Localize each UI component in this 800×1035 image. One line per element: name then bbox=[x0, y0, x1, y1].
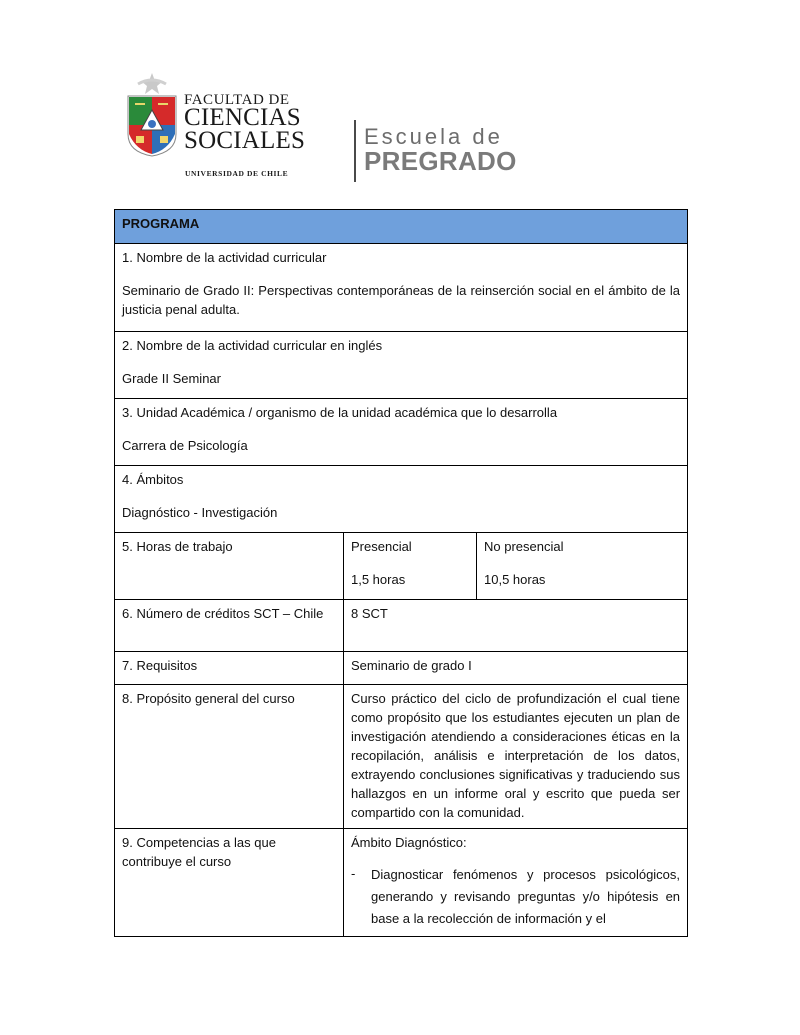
table-row bbox=[115, 829, 688, 937]
list-item bbox=[351, 864, 680, 930]
school-line-2: PREGRADO bbox=[364, 146, 517, 176]
faculty-wordmark bbox=[184, 92, 517, 178]
row-1-cell bbox=[115, 244, 688, 332]
row-6-label: 6. Número de créditos SCT – Chile bbox=[115, 600, 344, 652]
row-1-label: 1. Nombre de la actividad curricular bbox=[122, 250, 327, 265]
ambito-diagnostico-heading: Ámbito Diagnóstico: bbox=[351, 835, 467, 850]
university-shield-icon bbox=[126, 72, 178, 162]
presencial-cell bbox=[344, 533, 477, 600]
row-4-cell bbox=[115, 466, 688, 533]
university-name: UNIVERSIDAD DE CHILE bbox=[185, 169, 289, 178]
row-3-label: 3. Unidad Académica / organismo de la unidad académica que lo desarrolla bbox=[122, 405, 558, 420]
row-5-label: 5. Horas de trabajo bbox=[115, 533, 344, 600]
bullet-marker: - bbox=[351, 866, 356, 881]
row-8-value: Curso práctico del ciclo de profundización el cual tiene como propósito que los estudiantes ejecuten un plan de investigación atendiendo a consideraciones éticas en la recopilación, análisis e interpretación de los datos, extrayendo conclusiones significativas y traduciendo sus hallazgos en un informe oral y escrito que pueda ser compartido con la comunidad. bbox=[344, 685, 688, 829]
program-table bbox=[114, 209, 688, 937]
competency-text: Diagnosticar fenómenos y procesos psicológicos, generando y revisando preguntas y/o hipótesis en base a la recolección de información y el bbox=[371, 867, 681, 926]
table-row bbox=[115, 244, 688, 332]
logo-divider bbox=[354, 120, 356, 182]
row-9-value bbox=[344, 829, 688, 937]
no-presencial-value: 10,5 horas bbox=[484, 572, 546, 587]
row-3-value: Carrera de Psicología bbox=[122, 438, 248, 453]
row-7-value: Seminario de grado I bbox=[344, 652, 688, 685]
no-presencial-label: No presencial bbox=[484, 539, 564, 554]
row-7-label: 7. Requisitos bbox=[115, 652, 344, 685]
faculty-line-3: SOCIALES bbox=[184, 127, 306, 154]
table-row bbox=[115, 533, 688, 600]
faculty-line-1: FACULTAD DE bbox=[184, 92, 290, 108]
row-4-label: 4. Ámbitos bbox=[122, 472, 184, 487]
table-header-row bbox=[115, 210, 688, 244]
row-2-cell bbox=[115, 332, 688, 399]
presencial-value: 1,5 horas bbox=[351, 572, 406, 587]
no-presencial-cell bbox=[477, 533, 688, 600]
row-2-label: 2. Nombre de la actividad curricular en inglés bbox=[122, 338, 383, 353]
row-2-value: Grade II Seminar bbox=[122, 371, 221, 386]
table-row bbox=[115, 466, 688, 533]
row-6-value: 8 SCT bbox=[344, 600, 688, 652]
table-row bbox=[115, 685, 688, 829]
table-title: PROGRAMA bbox=[115, 210, 688, 244]
presencial-label: Presencial bbox=[351, 539, 412, 554]
row-1-value: Seminario de Grado II: Perspectivas contemporáneas de la reinserción social en el ámbito de la justicia penal adulta. bbox=[122, 283, 681, 317]
table-row bbox=[115, 332, 688, 399]
row-9-label: 9. Competencias a las que contribuye el curso bbox=[115, 829, 344, 937]
table-row bbox=[115, 652, 688, 685]
row-8-label: 8. Propósito general del curso bbox=[115, 685, 344, 829]
school-line-1: Escuela de bbox=[364, 124, 503, 149]
row-4-value: Diagnóstico - Investigación bbox=[122, 505, 278, 520]
row-3-cell bbox=[115, 399, 688, 466]
table-row bbox=[115, 600, 688, 652]
table-row bbox=[115, 399, 688, 466]
faculty-line-2: CIENCIAS bbox=[184, 104, 301, 131]
